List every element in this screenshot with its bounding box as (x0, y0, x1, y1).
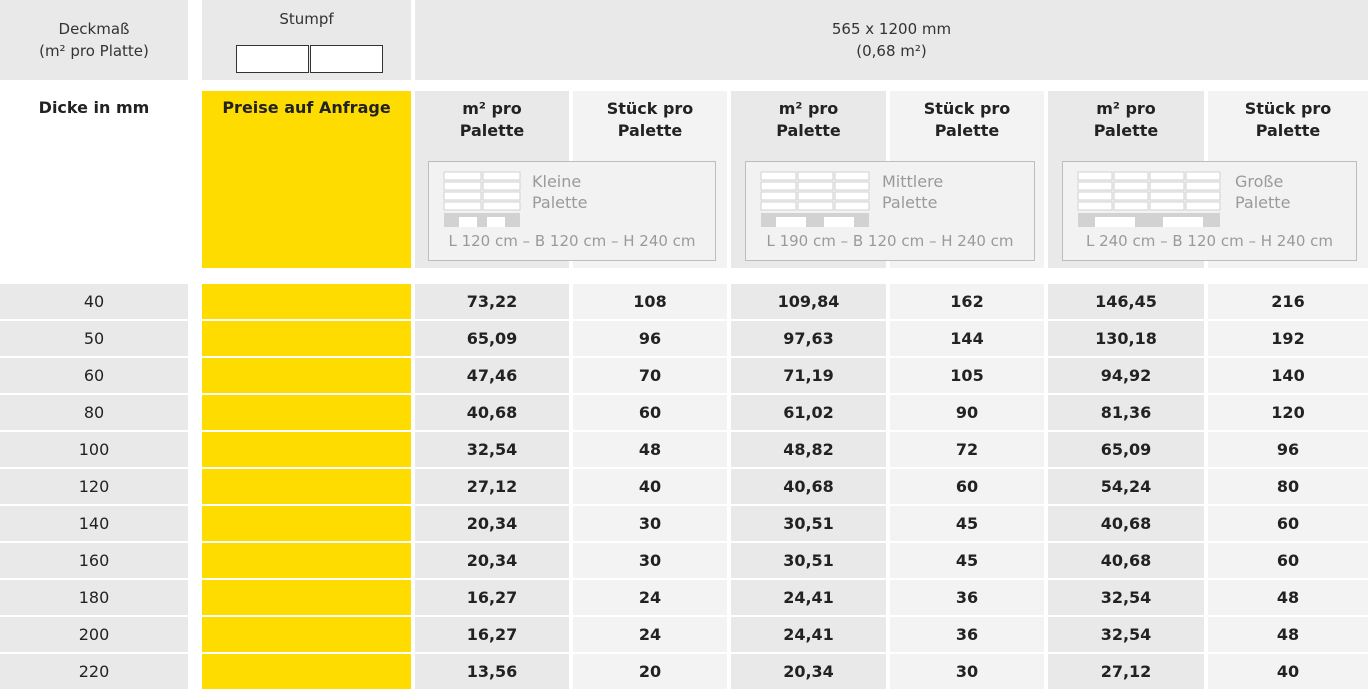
cell-small-m2: 32,54 (415, 432, 569, 467)
cell-small-m2: 16,27 (415, 617, 569, 652)
cell-preise (202, 432, 411, 467)
cell-preise (202, 580, 411, 615)
cell-small-m2: 47,46 (415, 358, 569, 393)
cell-small-m2: 65,09 (415, 321, 569, 356)
cell-small-m2: 73,22 (415, 284, 569, 319)
cell-large-stk: 192 (1208, 321, 1368, 356)
medium-pallet-icon (760, 171, 870, 229)
cell-mid-stk: 45 (890, 506, 1044, 541)
cell-preise (202, 284, 411, 319)
cell-large-stk: 216 (1208, 284, 1368, 319)
cell-large-m2: 40,68 (1048, 506, 1204, 541)
large-m2-header: m² pro Palette (1093, 99, 1159, 140)
cell-small-m2: 40,68 (415, 395, 569, 430)
format-line1: 565 x 1200 mm (831, 20, 952, 38)
cell-small-stk: 108 (573, 284, 727, 319)
cell-large-m2: 65,09 (1048, 432, 1204, 467)
cell-mid-stk: 60 (890, 469, 1044, 504)
cell-small-m2: 27,12 (415, 469, 569, 504)
small-m2-header: m² pro Palette (459, 99, 525, 140)
cell-mid-stk: 36 (890, 580, 1044, 615)
cell-preise (202, 543, 411, 578)
cell-large-m2: 32,54 (1048, 617, 1204, 652)
cell-mid-stk: 45 (890, 543, 1044, 578)
small-pallet-name: Kleine Palette (532, 172, 588, 212)
cell-large-m2: 40,68 (1048, 543, 1204, 578)
cell-mid-m2: 61,02 (731, 395, 886, 430)
large-stk-header: Stück pro Palette (1244, 99, 1332, 140)
cell-mid-m2: 40,68 (731, 469, 886, 504)
cell-preise (202, 654, 411, 689)
cell-small-stk: 48 (573, 432, 727, 467)
cell-large-m2: 54,24 (1048, 469, 1204, 504)
cell-dicke: 160 (0, 543, 188, 578)
format-line2: (0,68 m²) (856, 42, 927, 60)
cell-dicke: 40 (0, 284, 188, 319)
cell-preise (202, 617, 411, 652)
cell-large-m2: 81,36 (1048, 395, 1204, 430)
cell-mid-m2: 24,41 (731, 580, 886, 615)
format-header (415, 0, 1368, 80)
cell-dicke: 100 (0, 432, 188, 467)
cell-mid-m2: 109,84 (731, 284, 886, 319)
deckmass-header (0, 0, 188, 80)
deckmass-line2: (m² pro Platte) (39, 42, 149, 60)
cell-preise (202, 395, 411, 430)
small-pallet-box (428, 161, 716, 261)
cell-small-stk: 60 (573, 395, 727, 430)
cell-small-m2: 20,34 (415, 506, 569, 541)
cell-small-stk: 70 (573, 358, 727, 393)
preise-label: Preise auf Anfrage (222, 98, 391, 117)
cell-dicke: 80 (0, 395, 188, 430)
cell-large-m2: 27,12 (1048, 654, 1204, 689)
small-stk-header: Stück pro Palette (606, 99, 694, 140)
large-pallet-icon (1077, 171, 1221, 229)
cell-preise (202, 506, 411, 541)
cell-large-m2: 94,92 (1048, 358, 1204, 393)
cell-large-stk: 60 (1208, 543, 1368, 578)
cell-large-m2: 130,18 (1048, 321, 1204, 356)
mid-m2-header: m² pro Palette (776, 99, 841, 140)
cell-mid-stk: 72 (890, 432, 1044, 467)
cell-small-m2: 13,56 (415, 654, 569, 689)
cell-mid-m2: 30,51 (731, 543, 886, 578)
cell-small-stk: 20 (573, 654, 727, 689)
medium-pallet-dims: L 190 cm – B 120 cm – H 240 cm (766, 232, 1014, 250)
cell-large-m2: 32,54 (1048, 580, 1204, 615)
cell-large-stk: 60 (1208, 506, 1368, 541)
small-pallet-dims: L 120 cm – B 120 cm – H 240 cm (448, 232, 696, 250)
medium-pallet-name: Mittlere Palette (882, 172, 944, 212)
mid-stk-header: Stück pro Palette (923, 99, 1011, 140)
cell-large-stk: 120 (1208, 395, 1368, 430)
large-pallet-box (1062, 161, 1357, 261)
cell-small-stk: 24 (573, 617, 727, 652)
small-pallet-icon (443, 171, 521, 229)
cell-small-stk: 40 (573, 469, 727, 504)
cell-mid-m2: 20,34 (731, 654, 886, 689)
dicke-column-header (0, 91, 188, 268)
cell-mid-stk: 90 (890, 395, 1044, 430)
cell-dicke: 200 (0, 617, 188, 652)
cell-mid-stk: 30 (890, 654, 1044, 689)
cell-small-m2: 20,34 (415, 543, 569, 578)
cell-dicke: 50 (0, 321, 188, 356)
dicke-label: Dicke in mm (38, 98, 150, 117)
cell-large-stk: 140 (1208, 358, 1368, 393)
cell-dicke: 220 (0, 654, 188, 689)
cell-dicke: 140 (0, 506, 188, 541)
stumpf-joint-icon-left (236, 45, 309, 73)
cell-small-stk: 30 (573, 543, 727, 578)
large-pallet-name: Große Palette (1235, 172, 1291, 212)
cell-mid-stk: 162 (890, 284, 1044, 319)
cell-dicke: 120 (0, 469, 188, 504)
cell-large-m2: 146,45 (1048, 284, 1204, 319)
cell-mid-stk: 105 (890, 358, 1044, 393)
cell-small-m2: 16,27 (415, 580, 569, 615)
cell-large-stk: 48 (1208, 580, 1368, 615)
stumpf-joint-icon-right (310, 45, 383, 73)
cell-large-stk: 96 (1208, 432, 1368, 467)
cell-mid-m2: 71,19 (731, 358, 886, 393)
cell-small-stk: 24 (573, 580, 727, 615)
cell-small-stk: 30 (573, 506, 727, 541)
cell-mid-m2: 48,82 (731, 432, 886, 467)
stumpf-label: Stumpf (279, 10, 334, 28)
cell-mid-m2: 24,41 (731, 617, 886, 652)
preise-column-header (202, 91, 411, 268)
cell-mid-stk: 144 (890, 321, 1044, 356)
cell-mid-m2: 97,63 (731, 321, 886, 356)
cell-preise (202, 469, 411, 504)
cell-dicke: 180 (0, 580, 188, 615)
large-pallet-dims: L 240 cm – B 120 cm – H 240 cm (1085, 232, 1334, 250)
cell-mid-m2: 30,51 (731, 506, 886, 541)
medium-pallet-box (745, 161, 1035, 261)
cell-large-stk: 48 (1208, 617, 1368, 652)
cell-large-stk: 80 (1208, 469, 1368, 504)
cell-preise (202, 321, 411, 356)
cell-large-stk: 40 (1208, 654, 1368, 689)
cell-mid-stk: 36 (890, 617, 1044, 652)
cell-preise (202, 358, 411, 393)
stumpf-header (202, 0, 411, 80)
cell-small-stk: 96 (573, 321, 727, 356)
cell-dicke: 60 (0, 358, 188, 393)
deckmass-line1: Deckmaß (58, 20, 130, 38)
